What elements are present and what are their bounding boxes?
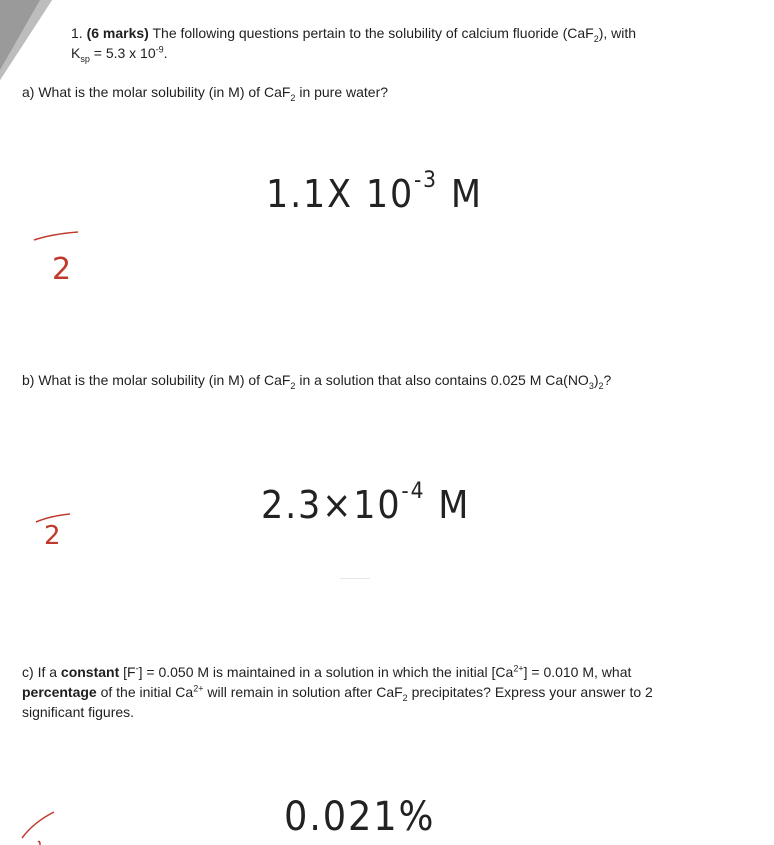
- eraser-smudge: [340, 578, 370, 579]
- question-c-line-2: percentage of the initial $Ca^{2+}$ will remain in solution after CaF$_2$ precipitates? Express your answer to 2: [22, 683, 653, 703]
- page-corner-shadow: [0, 0, 60, 90]
- answer-b: $2.3\times 10^{-4}$ M: [261, 479, 471, 527]
- question-a: a) What is the molar solubility (in M) of CaF$_2$ in pure water?: [22, 84, 389, 103]
- answer-a: 1.1X $10^{-3}$ M: [266, 168, 483, 216]
- score-a: 2: [52, 252, 72, 287]
- question-c-line-1: c) If a constant [F-] = 0.050 M is maintained in a solution in which the initial $[Ca^{2+}] = 0.010$ M, what: [22, 663, 632, 680]
- question-header: 1. (6 marks) The following questions pertain to the solubility of calcium fluoride (CaF$_2$), with: [71, 25, 637, 44]
- score-b: 2: [44, 521, 61, 551]
- question-b: b) What is the molar solubility (in M) of CaF$_2$ in a solution that also contains 0.025 M $Ca(NO_3)_2$?: [22, 372, 612, 391]
- ksp-value: $K_{sp} = 5.3$ x $10^{-9}$.: [71, 44, 168, 64]
- score-mark-c: [20, 808, 60, 845]
- question-c-line-3: significant figures.: [22, 704, 135, 720]
- score-line-a: [32, 230, 82, 242]
- question-c: [22, 662, 762, 722]
- answer-c: 0.021%: [284, 794, 436, 840]
